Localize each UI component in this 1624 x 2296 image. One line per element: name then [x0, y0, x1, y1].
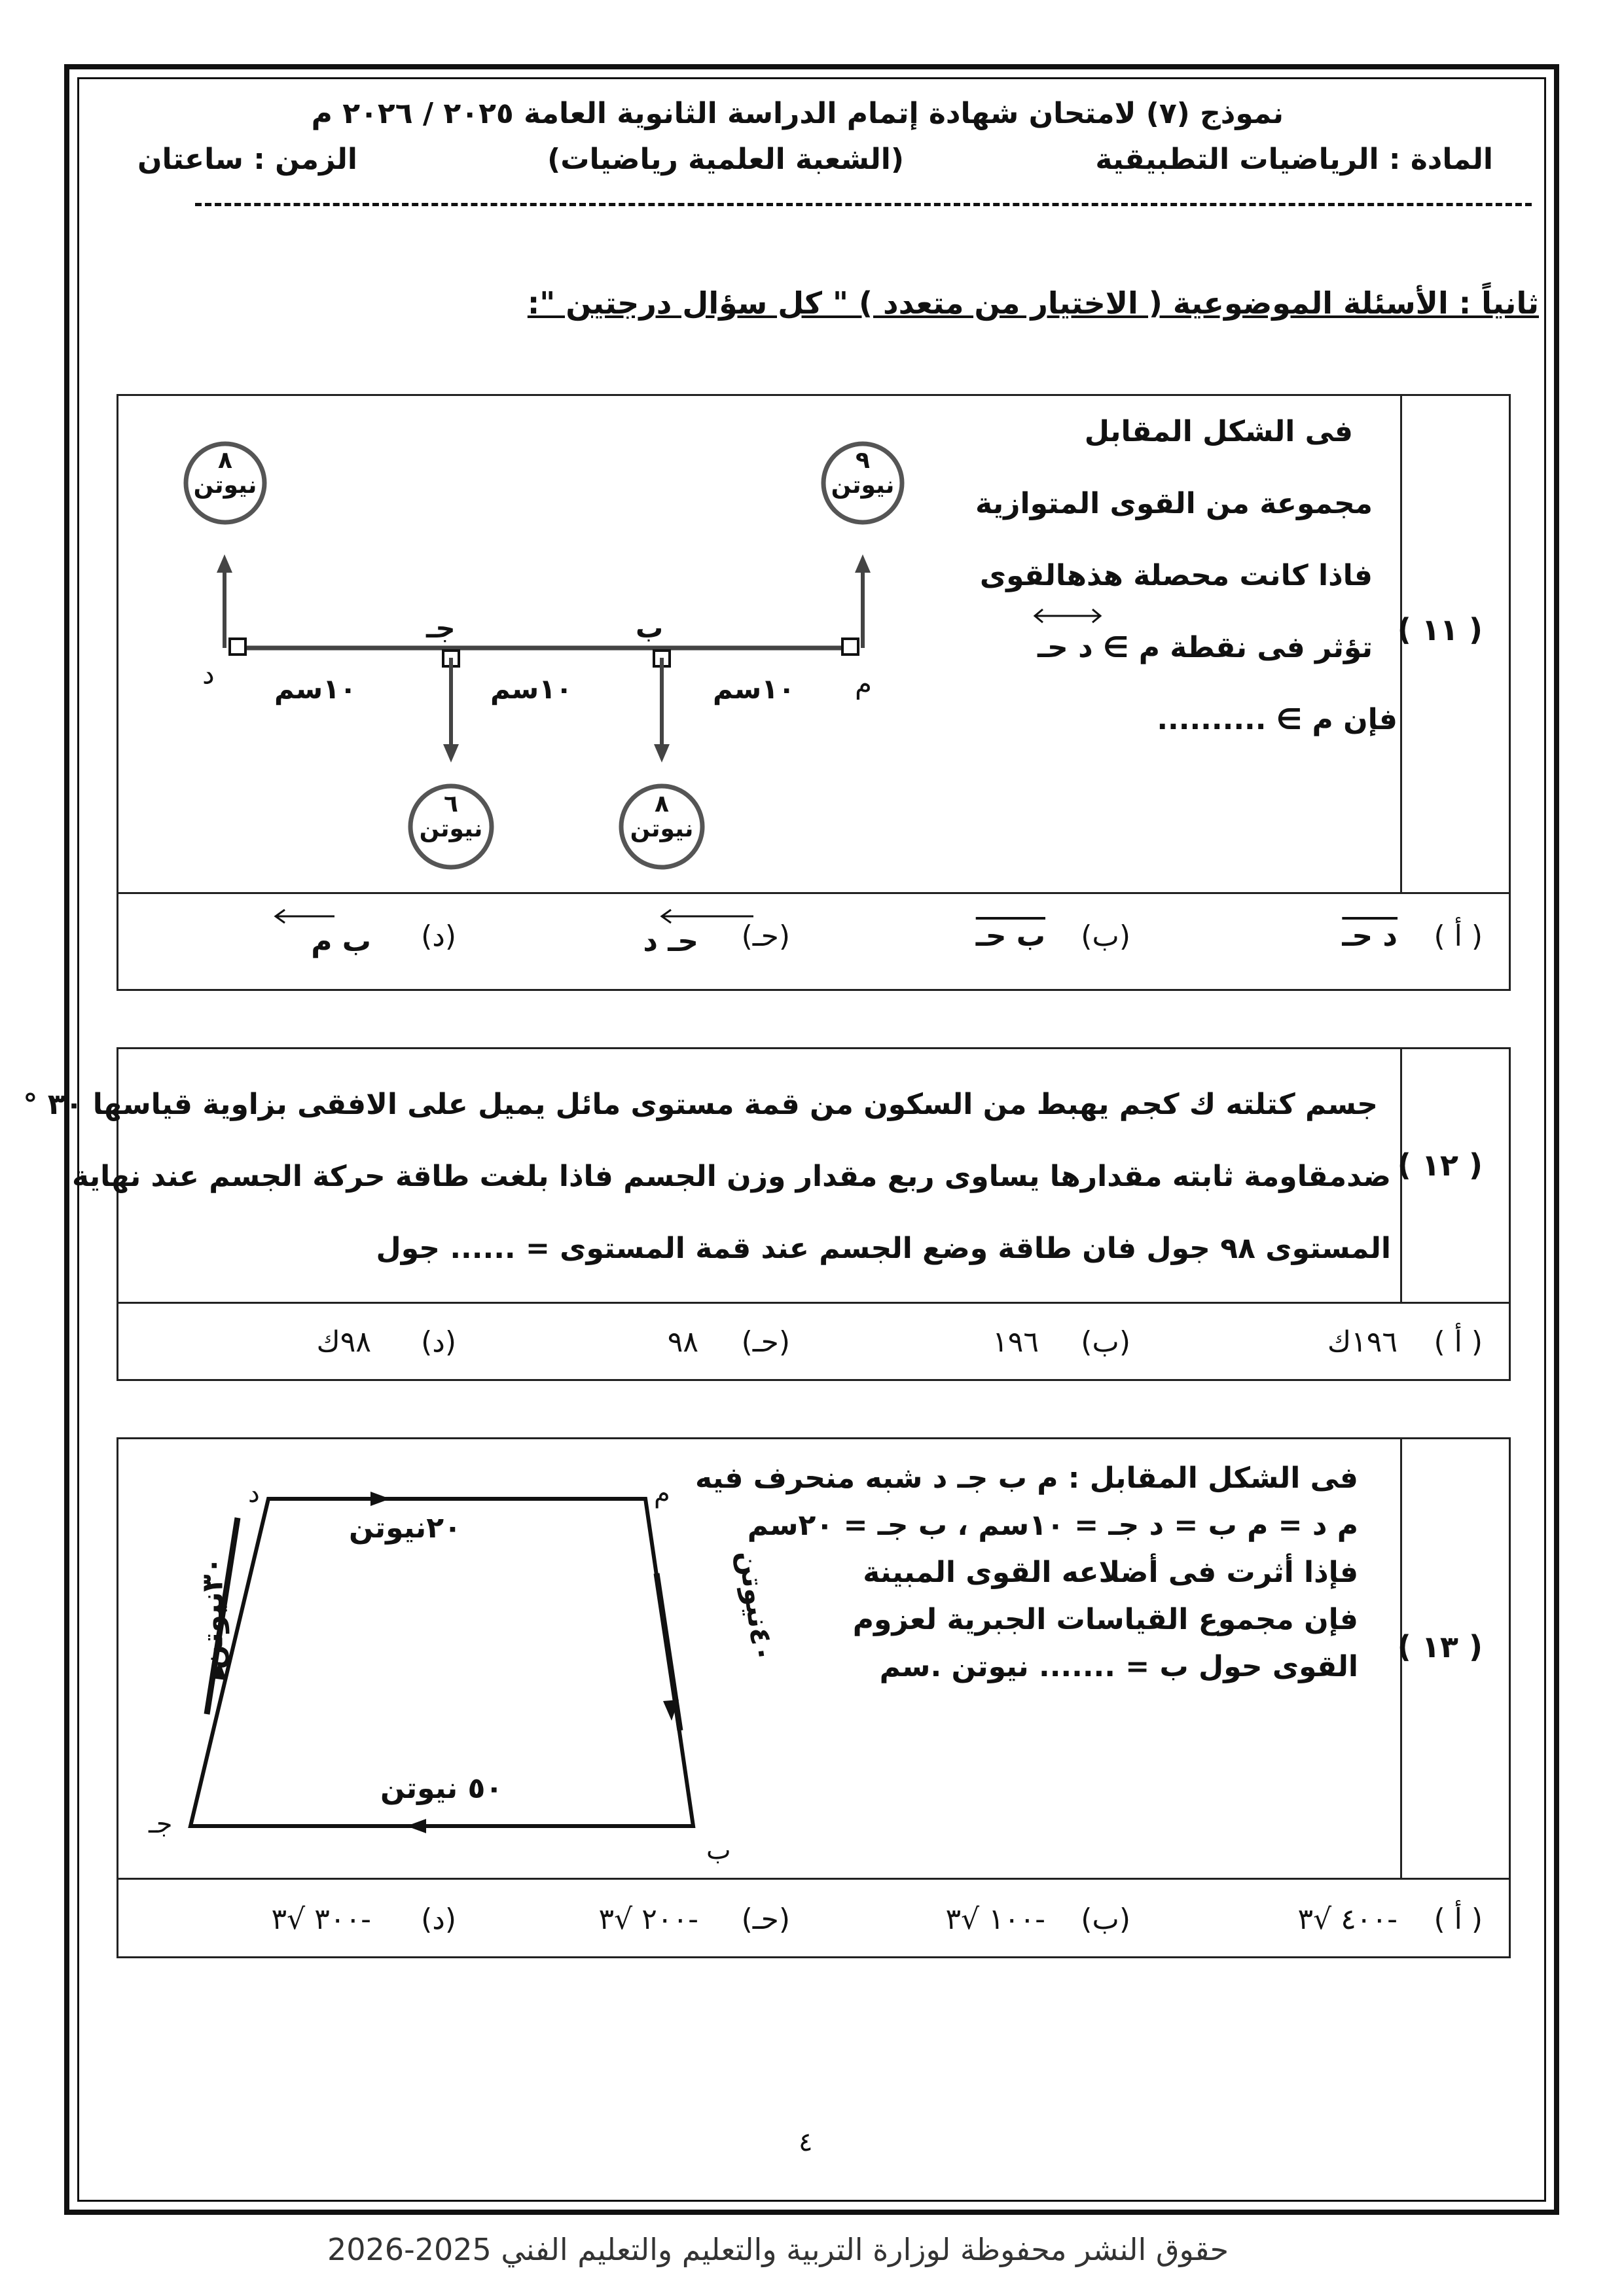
distance-label: ١٠سم [490, 673, 573, 705]
q11-line-2: مجموعة من القوى المتوازية [975, 487, 1373, 520]
vertex-label: ب [706, 1835, 731, 1865]
force-label: ٩ نيوتن [831, 447, 895, 499]
ray-arrow-icon [269, 906, 341, 926]
point-label: جـ [426, 612, 456, 644]
option-value: -٢٠٠ √٣ [598, 1903, 698, 1936]
q11-line-3: فاذا كانت محصلة هذهالقوى [979, 559, 1373, 592]
exam-title: نموذج (٧) لامتحان شهادة إتمام الدراسة الثانوية العامة ٢٠٢٥ / ٢٠٢٦ م [311, 97, 1284, 130]
option-value: -٣٠٠ √٣ [271, 1903, 371, 1936]
option-value: -٤٠٠ √٣ [1297, 1903, 1398, 1936]
option-label[interactable]: (د) [421, 920, 456, 953]
option-value: ١٩٦ [992, 1325, 1039, 1359]
question-number: ( ١٣ ) [1397, 1629, 1483, 1664]
section-title: ثانياً : الأسئلة الموضوعية ( الاختيار من متعدد ) " كل سؤال درجتين ": [527, 285, 1539, 321]
branch-label: (الشعبة العلمية رياضيات) [547, 143, 904, 176]
point-label: د [202, 658, 215, 690]
option-value: د حـ [1342, 920, 1398, 953]
question-11-box [117, 394, 1511, 991]
option-label[interactable]: ( أ ) [1434, 1325, 1483, 1359]
option-value: -١٠٠ √٣ [945, 1903, 1045, 1936]
option-label[interactable]: (حـ) [741, 920, 790, 953]
q13-line-5: القوى حول ب = ....... نيوتن .سم [879, 1650, 1358, 1683]
question-13-box [117, 1437, 1511, 1958]
time-label: الزمن : ساعتان [137, 143, 357, 176]
option-value: ٩٨ك [316, 1325, 371, 1359]
q12-line-2: ضدمقاومة ثابته مقدارها يساوى ربع مقدار وزن الجسم فاذا بلغت طاقة حركة الجسم عند نهاية [71, 1160, 1391, 1193]
option-value: ١٩٦ك [1327, 1325, 1398, 1359]
option-value: ب حـ [975, 920, 1045, 953]
option-value: ٩٨ [667, 1325, 698, 1359]
question-number: ( ١٢ ) [1397, 1147, 1483, 1183]
force-label: ٤٠نيوتن [731, 1548, 781, 1665]
q11-line-4: تؤثر فى نقطة م ∋ د حـ [1038, 631, 1373, 664]
point-label: ب [636, 612, 664, 644]
option-value: ب م [311, 925, 371, 958]
ray-arrow-icon [655, 906, 760, 926]
option-label[interactable]: (حـ) [741, 1325, 790, 1359]
force-label: ٨ نيوتن [630, 791, 694, 842]
point-label: م [855, 668, 873, 700]
q13-line-3: فإذا أثرت فى أضلاعه القوى المبينة [863, 1556, 1358, 1589]
q12-line-1: جسم كتلته ك كجم يهبط من السكون من قمة مستوى مائل يميل على الافقى بزاوية قياسها ٣٠ ° [23, 1088, 1378, 1121]
q12-line-3: المستوى ٩٨ جول فان طاقة وضع الجسم عند قمة المستوى = ...... جول [376, 1232, 1391, 1265]
force-label: ٢٠نيوتن [349, 1511, 461, 1545]
option-label[interactable]: ( أ ) [1434, 920, 1483, 953]
force-label: ٨ نيوتن [193, 447, 257, 499]
page-number: ٤ [799, 2127, 813, 2157]
option-label[interactable]: (د) [421, 1903, 456, 1936]
q13-line-1: فى الشكل المقابل : م ب جـ د شبه منحرف فيه [695, 1462, 1358, 1495]
vertex-label: م [654, 1479, 670, 1509]
force-label: ٦ نيوتن [419, 791, 483, 842]
option-value: حـ د [643, 925, 698, 958]
q11-parallel-forces-figure [118, 396, 1100, 892]
distance-label: ١٠سم [274, 673, 357, 705]
question-number: ( ١١ ) [1397, 612, 1483, 647]
option-label[interactable]: (ب) [1081, 1903, 1130, 1936]
option-label[interactable]: (ب) [1081, 1325, 1130, 1359]
option-label[interactable]: (حـ) [741, 1903, 790, 1936]
vertex-label: د [248, 1479, 260, 1509]
question-12-box [23, 1047, 1511, 1381]
subject-label: المادة : الرياضيات التطبيقية [1095, 143, 1493, 176]
q13-line-2: م د = م ب = د جـ = ١٠سم ، ب جـ = ٢٠سم [747, 1509, 1358, 1542]
q11-line-1: فى الشكل المقابل [1084, 415, 1353, 448]
header-divider [195, 203, 1532, 206]
vertex-label: جـ [149, 1809, 173, 1839]
force-label: ٥٠ نيوتن [380, 1772, 503, 1805]
q11-line-5: فإن م ∋ .......... [1157, 703, 1398, 736]
option-label[interactable]: ( أ ) [1434, 1903, 1483, 1936]
force-label: ٣٠نيوتن [196, 1556, 230, 1670]
copyright-footer: حقوق النشر محفوظة لوزارة التربية والتعليم والتعليم الفني 2025-2026 [327, 2232, 1229, 2267]
option-label[interactable]: (ب) [1081, 920, 1130, 953]
q13-line-4: فإن مجموع القياسات الجبرية لعزوم [852, 1603, 1358, 1636]
option-label[interactable]: (د) [421, 1325, 456, 1359]
distance-label: ١٠سم [713, 673, 795, 705]
